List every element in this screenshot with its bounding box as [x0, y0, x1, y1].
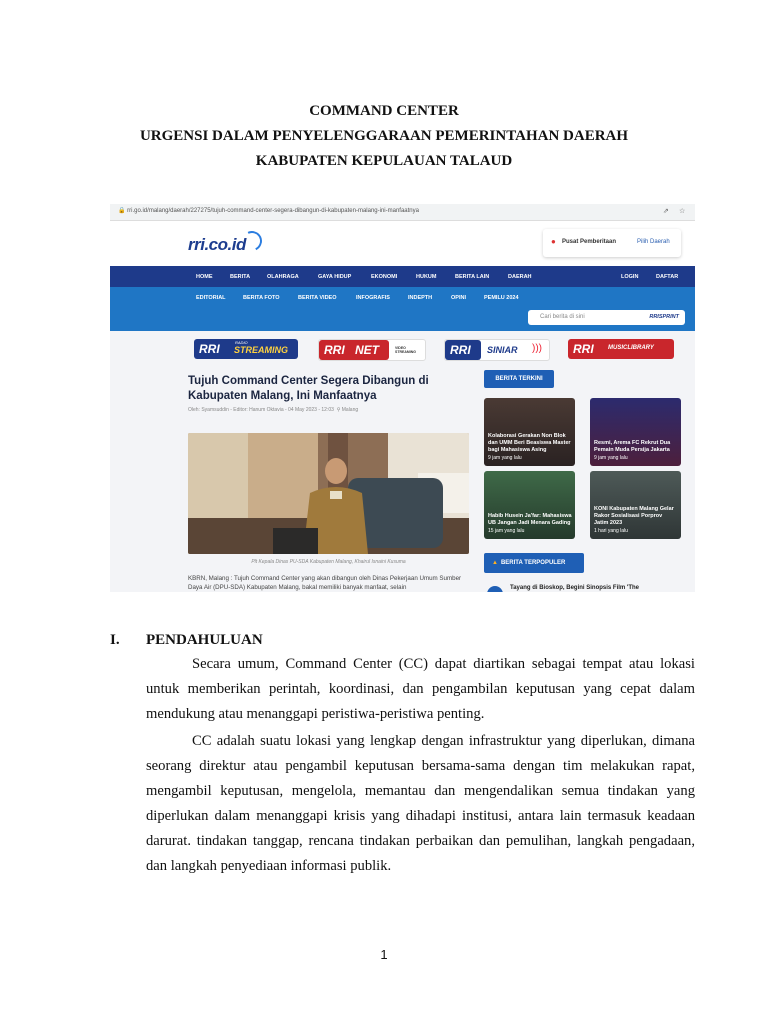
- site-logo: rri.co.id: [188, 235, 246, 254]
- news-card-text: Habib Husein Ja'far: Mahasiswa UB Jangan Jadi Menara Gading 15 jam yang lalu: [488, 513, 572, 534]
- latest-news-label: BERITA TERKINI: [484, 370, 554, 388]
- article-meta: Oleh: Syamsuddin - Editor: Hanum Oktavia - 04 May 2023 - 12:03 ⚲ Malang: [188, 407, 359, 413]
- embedded-website-screenshot: [110, 204, 695, 592]
- photo-caption: Plt Kepala Dinas PU-SDA Kabupaten Malang, Khairul Isnaini Kusuma: [251, 559, 406, 565]
- fire-icon: ▲: [492, 560, 498, 566]
- nav-item-berita: BERITA: [230, 274, 251, 280]
- nav-item-gaya-hidup: GAYA HIDUP: [318, 274, 352, 280]
- news-card-text: Kolaborasi Gerakan Non Blok dan UMM Beri Beasiswa Master bagi Mahasiswa Asing 9 jam yang lalu: [488, 433, 571, 461]
- doc-title-line-3: KABUPATEN KEPULAUAN TALAUD: [255, 153, 513, 169]
- region-selector: [543, 229, 681, 257]
- search-brand: RRISPRINT: [649, 314, 679, 320]
- browser-url: 🔒 rri.go.id/malang/daerah/227275/tujuh-command-center-segera-dibangun-di-kabupaten-malang-ini-manfaatnya: [118, 208, 419, 214]
- band-rri-label: RRI: [450, 343, 471, 357]
- doc-title-line-2: URGENSI DALAM PENYELENGGARAAN PEMERINTAHAN DAERAH: [139, 128, 629, 144]
- news-card: [590, 398, 681, 466]
- primary-nav: [110, 266, 695, 287]
- section-number: I.: [110, 632, 120, 648]
- band-rri-label: RRI: [573, 342, 594, 356]
- band-sub-label: STREAMING: [234, 345, 288, 355]
- doc-title-line-1: COMMAND CENTER: [309, 103, 459, 119]
- band-musiclibrary: [568, 339, 674, 359]
- podcast-icon: ))): [532, 343, 542, 354]
- news-card: [590, 471, 681, 539]
- band-net: [318, 339, 426, 361]
- nav-item-editorial: EDITORIAL: [196, 295, 226, 301]
- browser-url-bar: [110, 204, 695, 221]
- band-sub-label: SINIAR: [487, 345, 518, 355]
- article-body: KBRN, Malang : Tujuh Command Center yang akan dibangun oleh Dinas Pekerjaan Umum Sumber Daya Air (DPU-SDA) Kabupaten Malang, bakal memiliki banyak manfaat, selain: [188, 575, 462, 591]
- map-pin-icon: ⚲: [336, 407, 341, 413]
- paragraph-1: Secara umum, Command Center (CC) dapat diartikan sebagai tempat atau lokasi untuk memberikan perintah, koordinasi, dan pengambilan keputusan yang cepat dalam mendukung atau menanggapi peristiwa-peristiwa penting.: [146, 656, 695, 722]
- nav-item-indepth: INDEPTH: [408, 295, 433, 301]
- news-card-text: KONI Kabupaten Malang Gelar Rakor Sosialisasi Porprov Jatim 2023 1 hari yang lalu: [594, 506, 674, 534]
- choose-region-link: Pilih Daerah: [637, 239, 670, 245]
- paragraph-2: CC adalah suatu lokasi yang lengkap dengan infrastruktur yang diperlukan, dimana seorang direktur atau pengambil keputusan bersama-sama dengan tim melakukan rapat, mengambil keputusan, mengelola, memantau dan mengendalikan semua tindakan yang diperlukan dalam menanggapi krisis yang dihadapi institusi, antara lain termasuk keadaan darurat. tindakan tanggap, rencana tindakan perbaikan dan pemulihan, langkah pengadaan, dan langkah penyediaan informasi publik.: [146, 733, 695, 874]
- region-label: Pusat Pemberitaan: [562, 239, 617, 245]
- band-sub-label: NET: [355, 343, 379, 357]
- nav-item-berita-video: BERITA VIDEO: [298, 295, 337, 301]
- band-small-label: RADIO: [235, 340, 248, 345]
- nav-item-home: HOME: [196, 274, 213, 280]
- band-small-label: VIDEO STREAMING: [395, 346, 416, 354]
- band-streaming: [194, 339, 298, 359]
- star-icon: ☆: [679, 208, 686, 215]
- login-link: LOGIN: [621, 274, 639, 280]
- band-siniar: [444, 339, 550, 361]
- nav-item-daerah: DAERAH: [508, 274, 532, 280]
- nav-item-opini: OPINI: [451, 295, 466, 301]
- nav-item-infografis: INFOGRAFIS: [356, 295, 390, 301]
- section-title: PENDAHULUAN: [146, 632, 263, 648]
- nav-item-olahraga: OLAHRAGA: [267, 274, 299, 280]
- popular-news-label: ▲ BERITA TERPOPULER: [484, 553, 584, 573]
- site-search: [528, 310, 685, 325]
- nav-item-hukum: HUKUM: [416, 274, 437, 280]
- article-title: Tujuh Command Center Segera Dibangun di Kabupaten Malang, Ini Manfaatnya: [188, 375, 429, 402]
- band-rri-label: RRI: [324, 343, 345, 357]
- page-number: 1: [380, 947, 388, 962]
- photo-illustration: [188, 433, 469, 554]
- nav-item-pemilu: PEMILU 2024: [484, 295, 519, 301]
- article-photo: [188, 433, 469, 554]
- popular-item: Tayang di Bioskop, Begini Sinopsis Film 'The: [510, 585, 639, 591]
- news-card: [484, 471, 575, 539]
- band-sub-label: MUSICLIBRARY: [608, 345, 654, 351]
- nav-item-ekonomi: EKONOMI: [371, 274, 398, 280]
- rank-badge: [487, 586, 503, 592]
- location-pin-icon: ●: [551, 237, 556, 246]
- band-rri-label: RRI: [199, 342, 220, 356]
- register-link: DAFTAR: [656, 274, 679, 280]
- share-icon: ⇗: [663, 208, 669, 215]
- search-placeholder: Cari berita di sini: [540, 314, 585, 320]
- news-card-text: Resmi, Arema FC Rekrut Dua Pemain Muda Persija Jakarta 9 jam yang lalu: [594, 440, 671, 461]
- nav-item-berita-foto: BERITA FOTO: [243, 295, 280, 301]
- site-header: [110, 221, 695, 266]
- news-card: [484, 398, 575, 466]
- nav-item-berita-lain: BERITA LAIN: [455, 274, 490, 280]
